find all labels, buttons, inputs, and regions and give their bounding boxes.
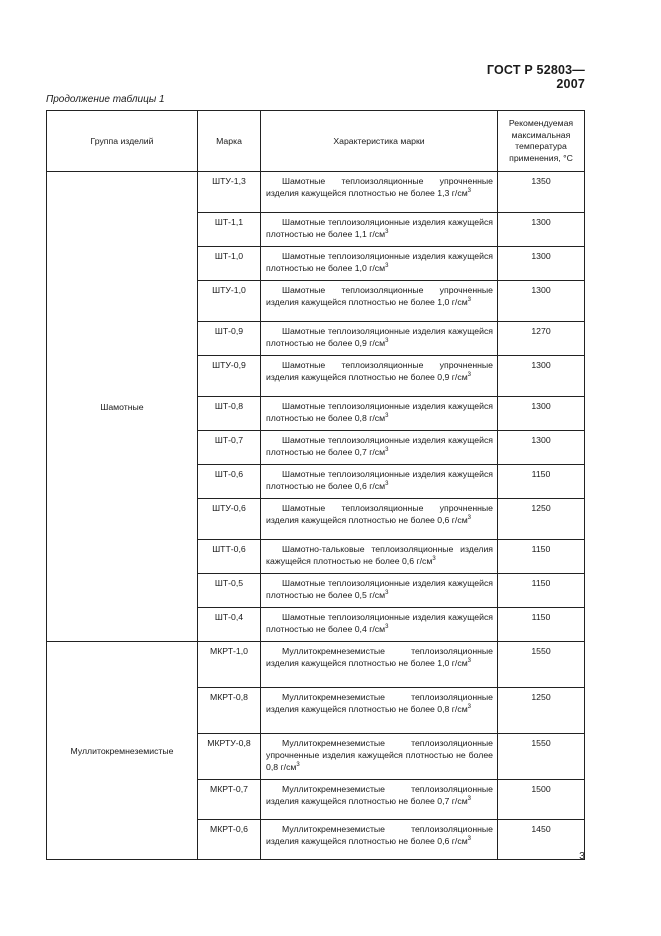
description-cell bbox=[261, 465, 498, 499]
mark-cell: ШТ-0,8 bbox=[198, 397, 261, 431]
mark-cell: МКРТ-0,6 bbox=[198, 820, 261, 860]
description-cell bbox=[261, 734, 498, 780]
unit-superscript: 3 bbox=[385, 229, 389, 236]
col-header-mark: Марка bbox=[198, 111, 261, 172]
temperature-cell: 1270 bbox=[498, 322, 585, 356]
description-cell bbox=[261, 780, 498, 820]
mark-cell: ШТ-0,9 bbox=[198, 322, 261, 356]
description-text: Шамотные теплоизоляционные упрочненные изделия кажущейся плотностью не более 0,6 г/см bbox=[266, 503, 493, 525]
description-cell bbox=[261, 499, 498, 540]
unit-superscript: 3 bbox=[467, 836, 472, 843]
temperature-cell: 1350 bbox=[498, 172, 585, 213]
description-cell bbox=[261, 431, 498, 465]
table-header-row bbox=[47, 111, 585, 172]
description-text: Шамотные теплоизоляционные упрочненные изделия кажущейся плотностью не более 0,9 г/см bbox=[266, 360, 493, 382]
description-cell bbox=[261, 247, 498, 281]
description-cell bbox=[261, 172, 498, 213]
temperature-cell: 1300 bbox=[498, 281, 585, 322]
temperature-cell: 1150 bbox=[498, 465, 585, 499]
col-header-temperature: Рекомендуемая максимальная температура применения, °С bbox=[498, 111, 585, 172]
description-cell bbox=[261, 397, 498, 431]
temperature-cell: 1250 bbox=[498, 499, 585, 540]
description-text: Муллитокремнеземистые теплоизоляционные упрочненные изделия кажущейся плотностью не более 0,8 г/см bbox=[266, 738, 493, 772]
mark-cell: ШТУ-1,3 bbox=[198, 172, 261, 213]
temperature-cell: 1550 bbox=[498, 642, 585, 688]
col-header-description: Характеристика марки bbox=[261, 111, 498, 172]
unit-superscript: 3 bbox=[385, 263, 389, 270]
description-text-wrap bbox=[266, 823, 493, 847]
description-text-wrap bbox=[266, 577, 493, 601]
description-text: Муллитокремнеземистые теплоизоляционные изделия кажущейся плотностью не более 1,0 г/см bbox=[266, 646, 493, 668]
description-text-wrap bbox=[266, 175, 493, 199]
temperature-cell: 1150 bbox=[498, 540, 585, 574]
description-text: Муллитокремнеземистые теплоизоляционные изделия кажущейся плотностью не более 0,6 г/см bbox=[266, 824, 493, 846]
description-cell bbox=[261, 688, 498, 734]
standard-code: ГОСТ Р 52803—2007 bbox=[486, 63, 585, 91]
mark-cell: ШТУ-0,6 bbox=[198, 499, 261, 540]
table-row bbox=[47, 172, 585, 213]
unit-superscript: 3 bbox=[385, 447, 389, 454]
mark-cell: ШТ-1,1 bbox=[198, 213, 261, 247]
temperature-cell: 1550 bbox=[498, 734, 585, 780]
mark-cell: ШТТ-0,6 bbox=[198, 540, 261, 574]
page-number: 3 bbox=[579, 850, 585, 862]
description-text-wrap bbox=[266, 400, 493, 424]
description-text: Шамотные теплоизоляционные изделия кажущейся плотностью не более 1,1 г/см bbox=[266, 217, 493, 239]
description-text-wrap bbox=[266, 783, 493, 807]
description-text-wrap bbox=[266, 737, 493, 773]
table-row bbox=[47, 642, 585, 688]
temperature-cell: 1300 bbox=[498, 213, 585, 247]
mark-cell: МКРТ-0,8 bbox=[198, 688, 261, 734]
description-text-wrap bbox=[266, 502, 493, 526]
group-name-cell: Муллитокремнеземистые bbox=[47, 642, 198, 860]
description-cell bbox=[261, 281, 498, 322]
description-text: Шамотные теплоизоляционные упрочненные изделия кажущейся плотностью не более 1,3 г/см bbox=[266, 176, 493, 198]
temperature-cell: 1250 bbox=[498, 688, 585, 734]
description-text: Шамотные теплоизоляционные изделия кажущейся плотностью не более 0,9 г/см bbox=[266, 326, 493, 348]
temperature-cell: 1300 bbox=[498, 356, 585, 397]
temperature-cell: 1150 bbox=[498, 574, 585, 608]
unit-superscript: 3 bbox=[467, 704, 472, 711]
unit-superscript: 3 bbox=[432, 556, 436, 563]
description-text-wrap bbox=[266, 284, 493, 308]
unit-superscript: 3 bbox=[467, 297, 472, 304]
description-cell bbox=[261, 356, 498, 397]
mark-cell: ШТ-0,7 bbox=[198, 431, 261, 465]
description-text: Шамотные теплоизоляционные изделия кажущейся плотностью не более 1,0 г/см bbox=[266, 251, 493, 273]
description-text: Шамотно-тальковые теплоизоляционные изделия кажущейся плотностью не более 0,6 г/см bbox=[266, 544, 493, 566]
unit-superscript: 3 bbox=[296, 762, 300, 769]
description-text-wrap bbox=[266, 543, 493, 567]
description-cell bbox=[261, 642, 498, 688]
description-text-wrap bbox=[266, 359, 493, 383]
mark-cell: ШТ-0,4 bbox=[198, 608, 261, 642]
mark-cell: ШТ-0,6 bbox=[198, 465, 261, 499]
mark-cell: МКРТ-0,7 bbox=[198, 780, 261, 820]
product-table bbox=[46, 110, 585, 860]
group-name-cell: Шамотные bbox=[47, 172, 198, 642]
description-text-wrap bbox=[266, 611, 493, 635]
description-cell bbox=[261, 608, 498, 642]
unit-superscript: 3 bbox=[385, 590, 389, 597]
mark-cell: ШТ-1,0 bbox=[198, 247, 261, 281]
temperature-cell: 1300 bbox=[498, 397, 585, 431]
unit-superscript: 3 bbox=[467, 515, 472, 522]
temperature-cell: 1500 bbox=[498, 780, 585, 820]
description-text-wrap bbox=[266, 468, 493, 492]
description-text: Шамотные теплоизоляционные изделия кажущейся плотностью не более 0,8 г/см bbox=[266, 401, 493, 423]
table-body bbox=[47, 172, 585, 860]
temperature-cell: 1150 bbox=[498, 608, 585, 642]
description-text: Муллитокремнеземистые теплоизоляционные изделия кажущейся плотностью не более 0,8 г/см bbox=[266, 692, 493, 714]
unit-superscript: 3 bbox=[467, 796, 472, 803]
col-header-group: Группа изделий bbox=[47, 111, 198, 172]
description-cell bbox=[261, 540, 498, 574]
description-text-wrap bbox=[266, 691, 493, 715]
description-cell bbox=[261, 322, 498, 356]
temperature-cell: 1300 bbox=[498, 247, 585, 281]
unit-superscript: 3 bbox=[385, 338, 389, 345]
mark-cell: МКРТ-1,0 bbox=[198, 642, 261, 688]
table-caption: Продолжение таблицы 1 bbox=[46, 94, 165, 105]
mark-cell: ШТУ-1,0 bbox=[198, 281, 261, 322]
description-cell bbox=[261, 820, 498, 860]
description-text: Шамотные теплоизоляционные изделия кажущейся плотностью не более 0,7 г/см bbox=[266, 435, 493, 457]
description-cell bbox=[261, 574, 498, 608]
unit-superscript: 3 bbox=[467, 658, 472, 665]
description-text: Муллитокремнеземистые теплоизоляционные изделия кажущейся плотностью не более 0,7 г/см bbox=[266, 784, 493, 806]
description-text: Шамотные теплоизоляционные изделия кажущейся плотностью не более 0,5 г/см bbox=[266, 578, 493, 600]
description-cell bbox=[261, 213, 498, 247]
description-text-wrap bbox=[266, 325, 493, 349]
unit-superscript: 3 bbox=[385, 481, 389, 488]
unit-superscript: 3 bbox=[385, 413, 389, 420]
description-text: Шамотные теплоизоляционные изделия кажущейся плотностью не более 0,6 г/см bbox=[266, 469, 493, 491]
description-text-wrap bbox=[266, 216, 493, 240]
mark-cell: ШТУ-0,9 bbox=[198, 356, 261, 397]
description-text-wrap bbox=[266, 645, 493, 669]
unit-superscript: 3 bbox=[467, 188, 472, 195]
description-text: Шамотные теплоизоляционные упрочненные изделия кажущейся плотностью не более 1,0 г/см bbox=[266, 285, 493, 307]
temperature-cell: 1450 bbox=[498, 820, 585, 860]
unit-superscript: 3 bbox=[385, 624, 389, 631]
unit-superscript: 3 bbox=[467, 372, 472, 379]
description-text-wrap bbox=[266, 250, 493, 274]
description-text-wrap bbox=[266, 434, 493, 458]
description-text: Шамотные теплоизоляционные изделия кажущейся плотностью не более 0,4 г/см bbox=[266, 612, 493, 634]
temperature-cell: 1300 bbox=[498, 431, 585, 465]
mark-cell: ШТ-0,5 bbox=[198, 574, 261, 608]
mark-cell: МКРТУ-0,8 bbox=[198, 734, 261, 780]
